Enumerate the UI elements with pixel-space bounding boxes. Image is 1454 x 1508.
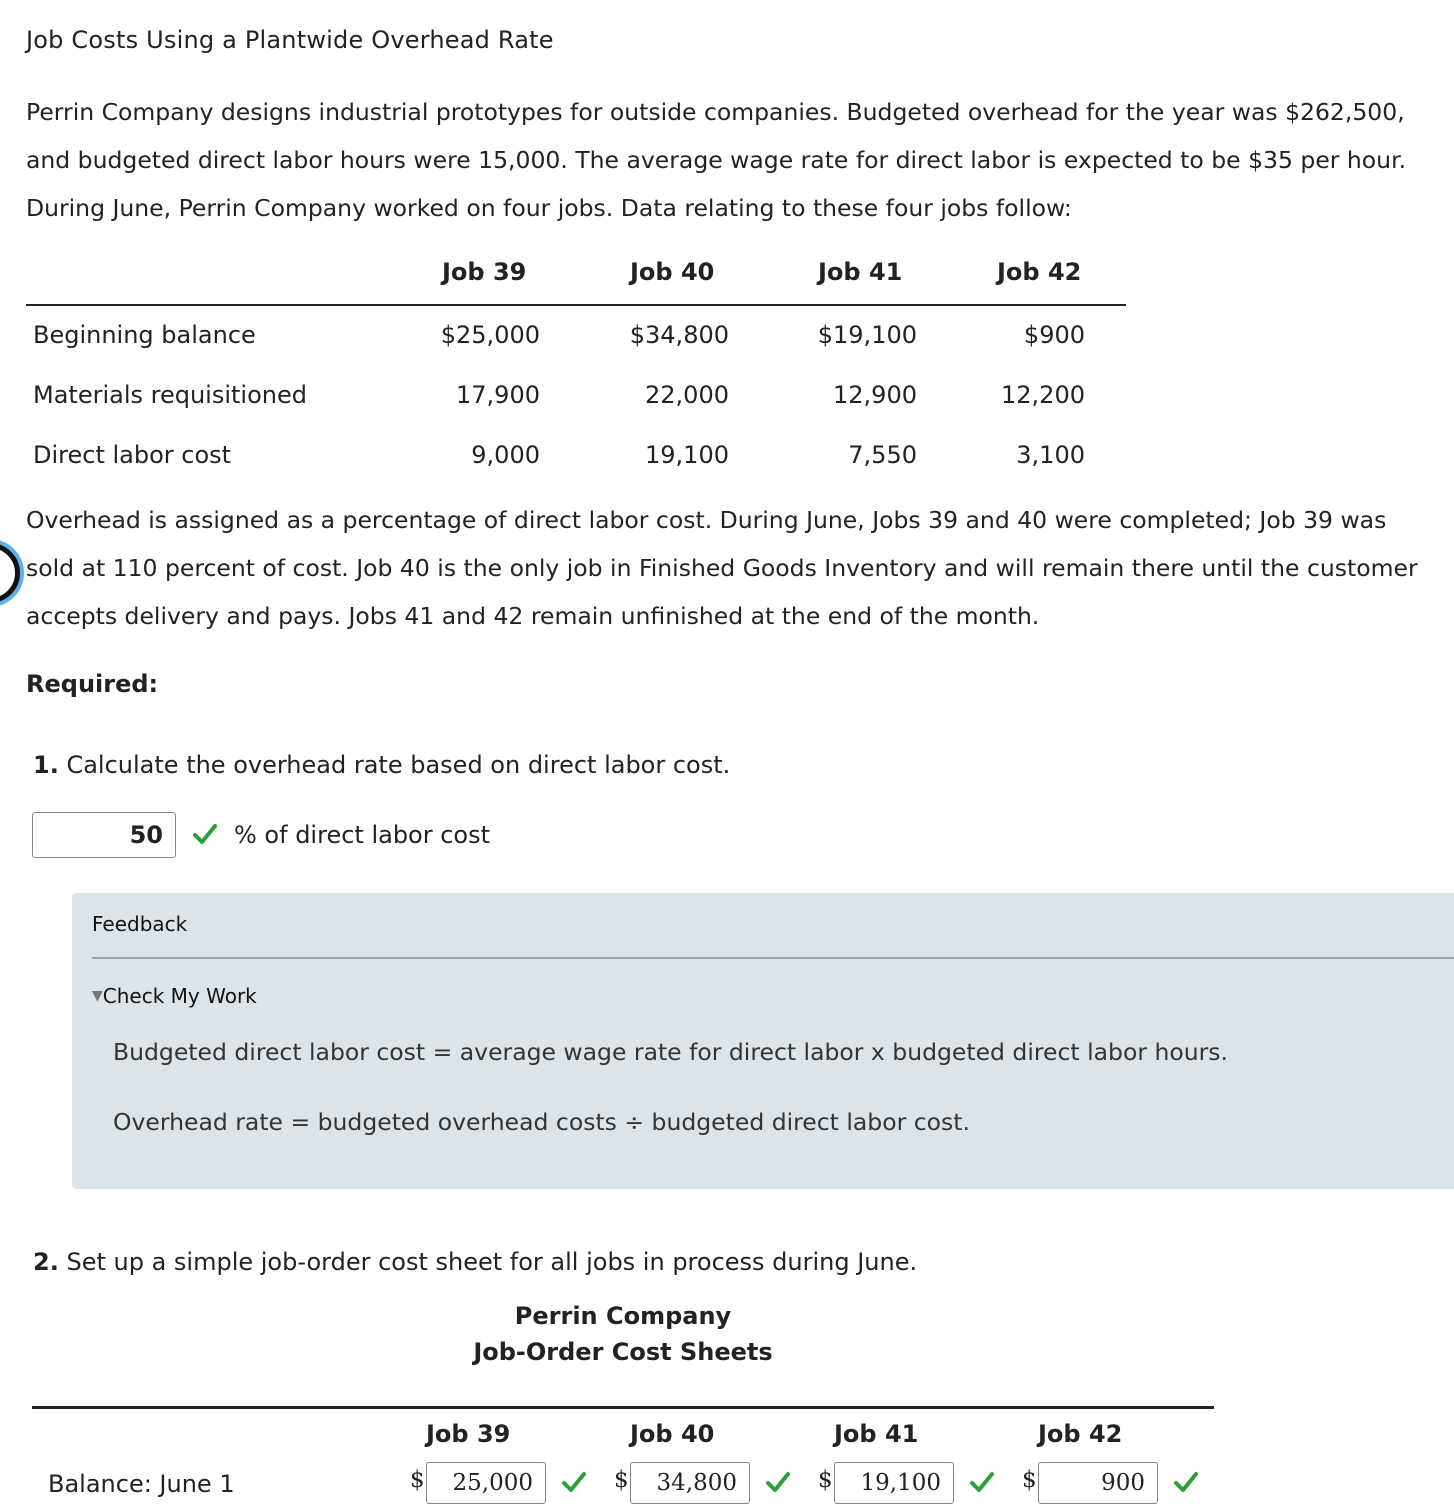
table-cell: 22,000 [645,381,729,409]
table-cell: 12,900 [833,381,917,409]
company-name: Perrin Company [514,1302,732,1330]
sheet-title: Job-Order Cost Sheets [473,1338,773,1366]
overhead-line: accepts delivery and pays. Jobs 41 and 42 remain unfinished at the end of the month. [26,602,1040,630]
overhead-line: Overhead is assigned as a percentage of direct labor cost. During June, Jobs 39 and 40 were completed; Job 39 was [26,506,1387,534]
check-icon [561,1469,587,1495]
input-unit-label: % of direct labor cost [234,821,491,849]
overhead-rate-input[interactable]: 50 [32,812,176,858]
row-label-materials: Materials requisitioned [33,381,307,409]
column-header-job-39: Job 39 [442,258,527,286]
required-heading: Required: [26,670,159,698]
check-my-work-toggle[interactable] [92,984,257,1008]
table-cell: $34,800 [629,321,729,349]
table-cell: 9,000 [471,441,540,469]
currency-symbol: $ [1022,1467,1037,1493]
row-label-beginning-balance: Beginning balance [33,321,256,349]
column-header-job-42: Job 42 [997,258,1082,286]
table-cell: $19,100 [817,321,917,349]
column-header-job-41: Job 41 [818,258,903,286]
check-icon [969,1469,995,1495]
currency-symbol: $ [410,1467,425,1493]
intro-line: and budgeted direct labor hours were 15,000. The average wage rate for direct labor is expected to be $35 per hour. [26,146,1407,174]
check-icon [765,1469,791,1495]
question-number: 1. [33,751,59,779]
table-cell: 17,900 [456,381,540,409]
column-header-job-40: Job 40 [630,1420,715,1448]
question-number: 2. [33,1248,59,1276]
intro-line: During June, Perrin Company worked on four jobs. Data relating to these four jobs follow: [26,194,1072,222]
overhead-paragraph [26,496,1454,640]
page-title: Job Costs Using a Plantwide Overhead Rate [26,26,554,54]
intro-line: Perrin Company designs industrial prototypes for outside companies. Budgeted overhead for the year was $262,500, [26,98,1405,126]
check-icon [192,821,218,847]
question-text: Set up a simple job-order cost sheet for all jobs in process during June. [66,1248,918,1276]
row-label-direct-labor: Direct labor cost [33,441,232,469]
table-cell: 19,100 [645,441,729,469]
feedback-line: Overhead rate = budgeted overhead costs ÷ budgeted direct labor cost. [113,1108,970,1136]
question-2 [33,1248,917,1276]
question-1 [33,751,730,779]
overhead-line: sold at 110 percent of cost. Job 40 is the only job in Finished Goods Inventory and will remain there until the customer [26,554,1418,582]
job-40-balance-input[interactable]: 34,800 [630,1462,750,1504]
row-label-balance-june-1: Balance: June 1 [48,1470,235,1498]
table-cell: $25,000 [440,321,540,349]
table-cell: 7,550 [848,441,917,469]
job-41-balance-input[interactable]: 19,100 [834,1462,954,1504]
toggle-label: Check My Work [102,984,257,1008]
triangle-down-icon: ▼ [92,988,103,1004]
feedback-title: Feedback [92,912,188,936]
column-header-job-40: Job 40 [630,258,715,286]
currency-symbol: $ [614,1467,629,1493]
currency-symbol: $ [818,1467,833,1493]
intro-paragraph [26,88,1406,232]
table-cell: 12,200 [1001,381,1085,409]
side-circle-indicator[interactable] [0,543,20,603]
question-text: Calculate the overhead rate based on direct labor cost. [66,751,731,779]
column-header-job-41: Job 41 [834,1420,919,1448]
feedback-line: Budgeted direct labor cost = average wage rate for direct labor x budgeted direct labor hours. [113,1038,1228,1066]
table-cell: $900 [1023,321,1085,349]
sheet-top-rule [32,1406,1214,1409]
job-39-balance-input[interactable]: 25,000 [426,1462,546,1504]
table-cell: 3,100 [1016,441,1085,469]
job-42-balance-input[interactable]: 900 [1038,1462,1158,1504]
column-header-job-39: Job 39 [426,1420,511,1448]
feedback-divider [92,957,1454,959]
column-header-job-42: Job 42 [1038,1420,1123,1448]
table-header-divider [26,304,1126,306]
check-icon [1173,1469,1199,1495]
